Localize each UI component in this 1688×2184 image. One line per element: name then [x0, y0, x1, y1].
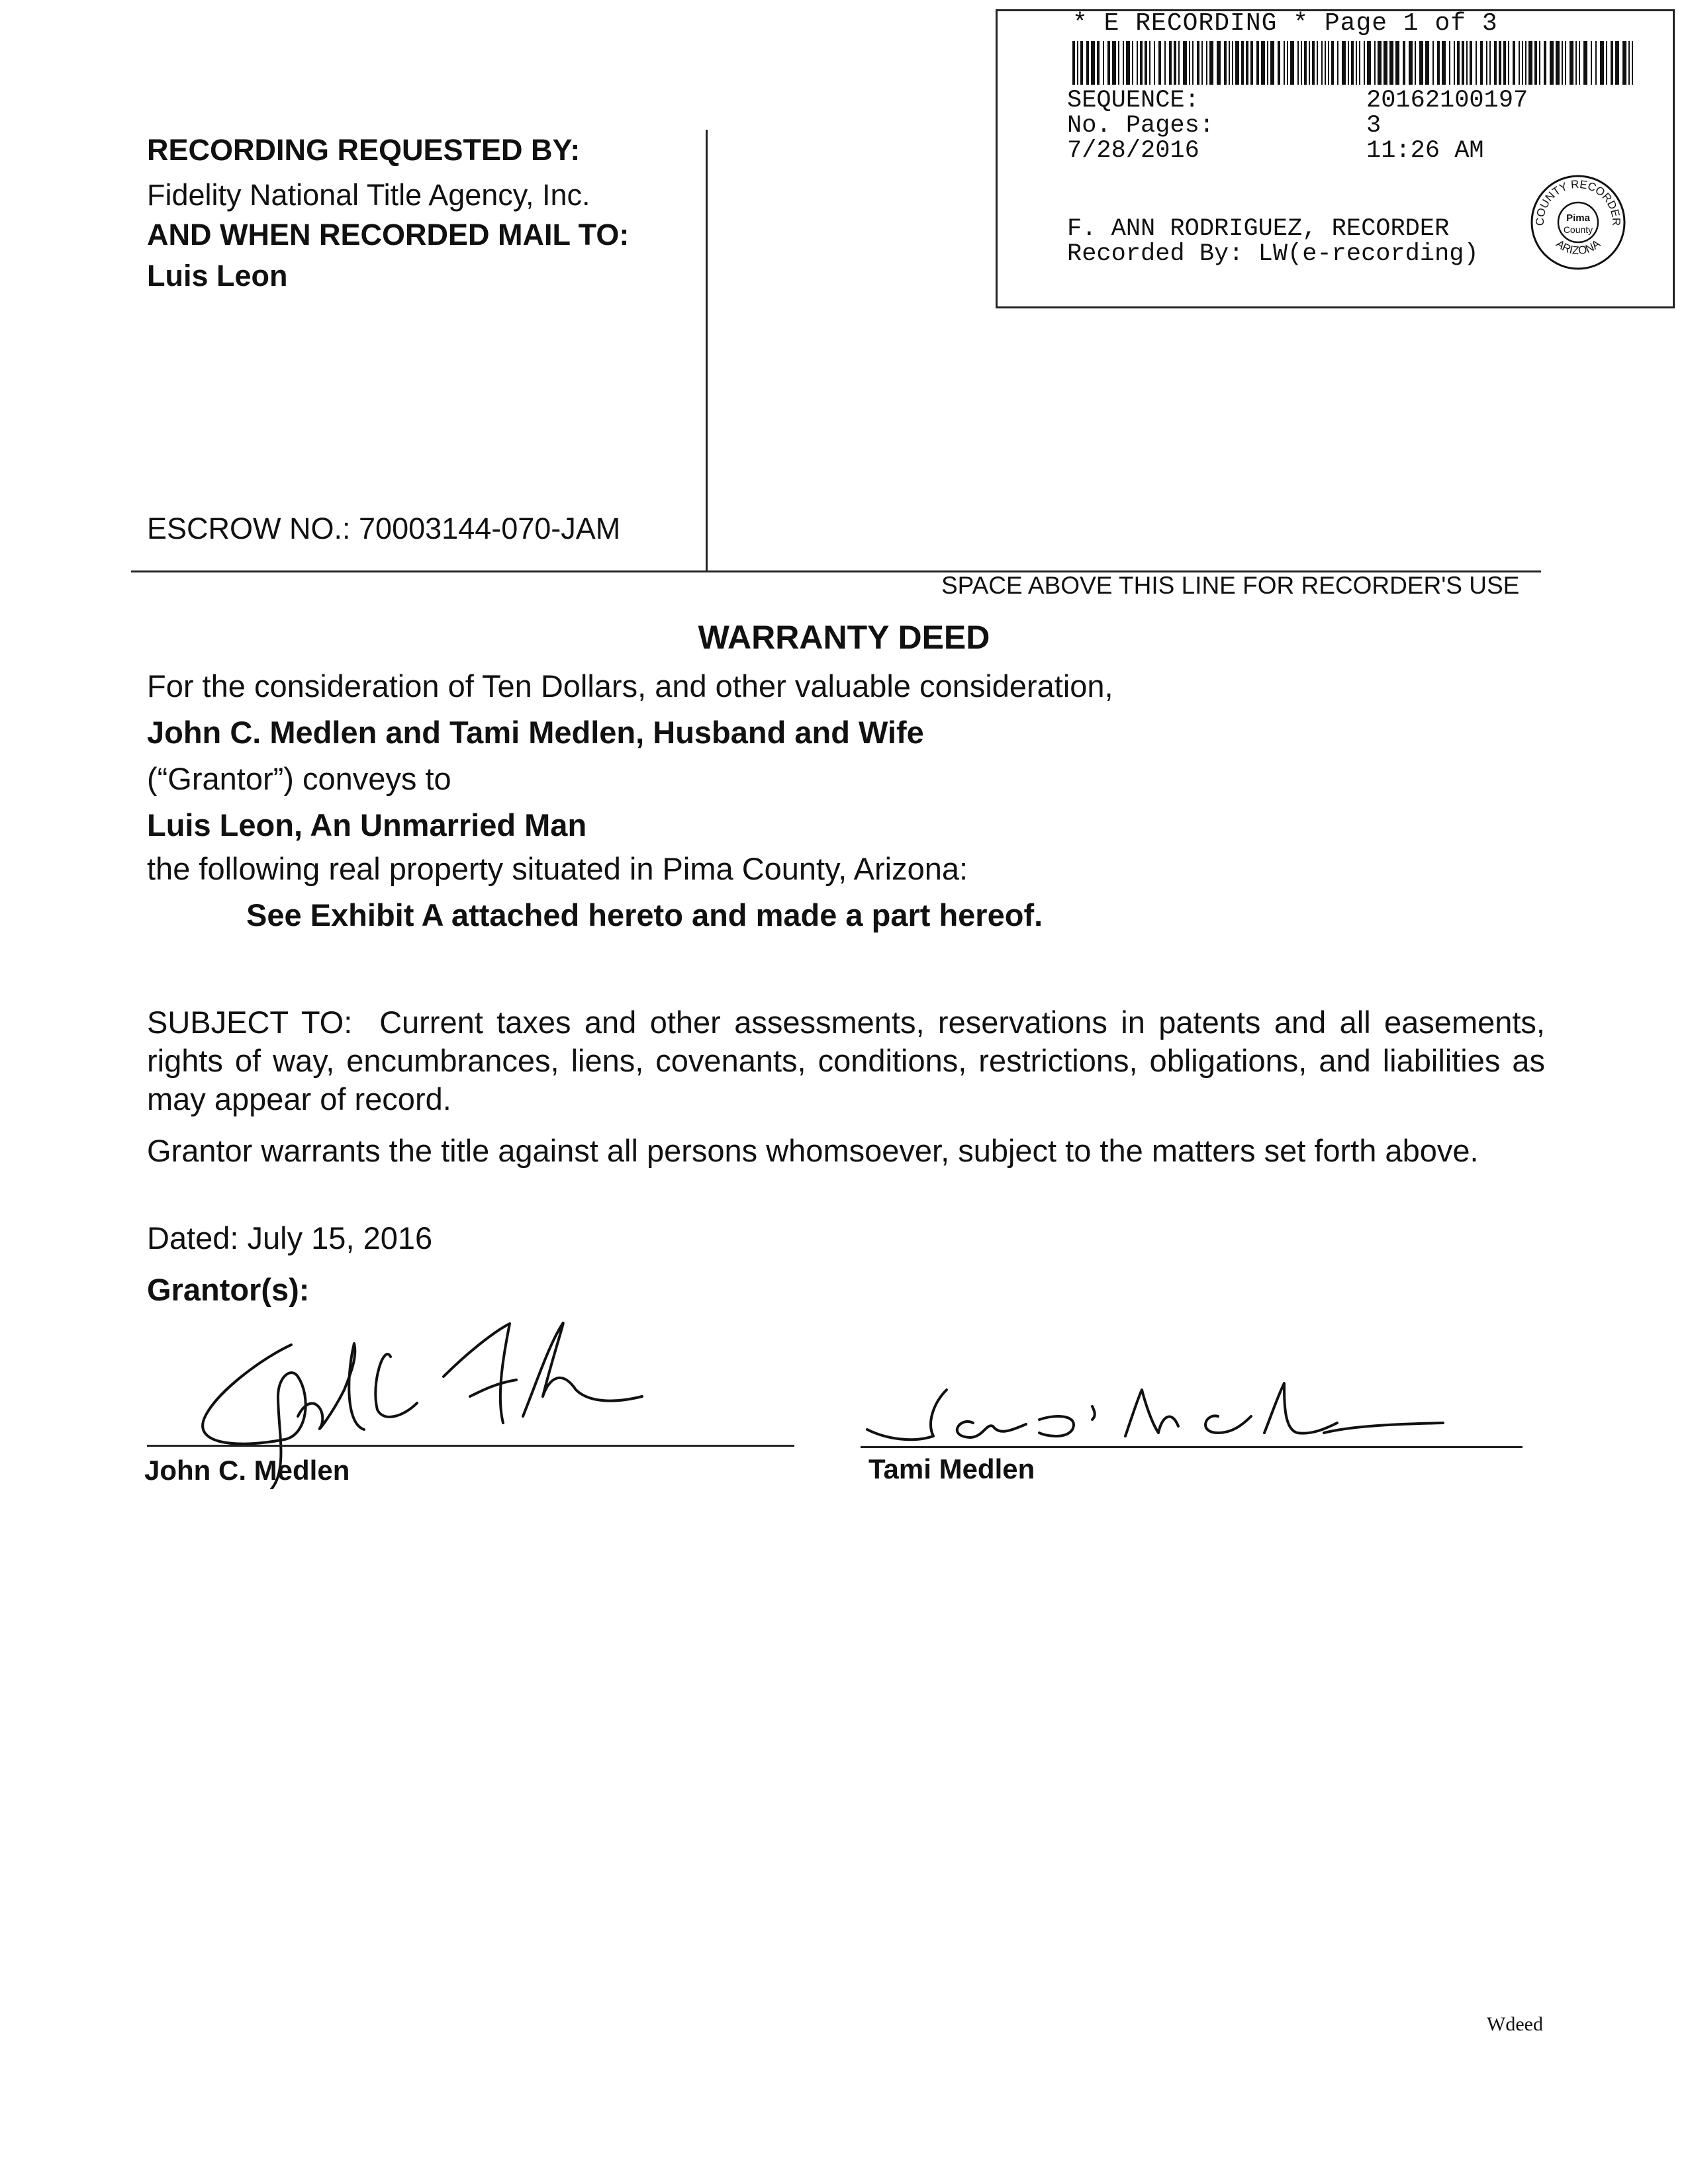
signature-line-2	[861, 1446, 1523, 1448]
barcode-bar	[1437, 41, 1440, 85]
barcode-bar	[1284, 41, 1285, 85]
barcode-bar	[1158, 41, 1161, 85]
barcode-bar	[1192, 41, 1194, 85]
recorded-by: Recorded By: LW(e-recording)	[1067, 240, 1479, 268]
subject-to-clause: SUBJECT TO: Current taxes and other assessments, reservations in patents and all easements, rights of way, encumbrances, liens, covenants, conditions, restrictions, obligations, and liabilities as may appear of record.	[147, 1005, 1554, 1116]
barcode	[1072, 41, 1635, 85]
barcode-bar	[1309, 41, 1310, 85]
barcode-bar	[1107, 41, 1110, 85]
barcode-bar	[1209, 41, 1213, 85]
barcode-bar	[1206, 41, 1207, 85]
dated-line: Dated: July 15, 2016	[147, 1220, 433, 1255]
sequence-label: SEQUENCE:	[1067, 87, 1199, 114]
barcode-bar	[1118, 41, 1119, 85]
barcode-bar	[1562, 41, 1563, 85]
barcode-bar	[1312, 41, 1315, 85]
barcode-bar	[1389, 41, 1393, 85]
grantors-label: Grantor(s):	[147, 1272, 310, 1307]
barcode-bar	[1489, 41, 1491, 85]
barcode-bar	[1364, 41, 1365, 85]
property-location-text: the following real property situated in Pima County, Arizona:	[147, 851, 968, 886]
barcode-bar	[1550, 41, 1554, 85]
barcode-bar	[1217, 41, 1221, 85]
barcode-bar	[1321, 41, 1323, 85]
barcode-bar	[1137, 41, 1138, 85]
barcode-bar	[1278, 41, 1280, 85]
barcode-bar	[1378, 41, 1382, 85]
barcode-bar	[1525, 41, 1526, 85]
barcode-bar	[1189, 41, 1190, 85]
barcode-bar	[1301, 41, 1302, 85]
deed-title: WARRANTY DEED	[698, 619, 990, 656]
header-divider-vertical	[706, 130, 708, 570]
barcode-bar	[1432, 41, 1434, 85]
barcode-bar	[1544, 41, 1546, 85]
barcode-bar	[1570, 41, 1573, 85]
seal-center-1: Pima	[1566, 212, 1590, 224]
seal-top-text: COUNTY RECORDER	[1533, 177, 1623, 226]
barcode-bar	[1112, 41, 1116, 85]
barcode-bar	[1351, 41, 1354, 85]
barcode-bar	[1304, 41, 1307, 85]
barcode-bar	[1132, 41, 1133, 85]
barcode-bar	[1508, 41, 1509, 85]
mail-to-value: Luis Leon	[147, 259, 288, 293]
recording-header: * E RECORDING * Page 1 of 3	[1072, 9, 1498, 38]
barcode-bar	[1091, 41, 1095, 85]
barcode-bar	[1476, 41, 1477, 85]
barcode-bar	[1178, 41, 1180, 85]
signature-tami-medlen	[861, 1377, 1456, 1463]
barcode-bar	[1419, 41, 1423, 85]
barcode-bar	[1149, 41, 1150, 85]
recorded-time: 11:26 AM	[1366, 137, 1484, 165]
barcode-bar	[1615, 41, 1619, 85]
form-code: Wdeed	[1487, 2013, 1543, 2035]
barcode-bar	[1169, 41, 1172, 85]
barcode-bar	[1591, 41, 1592, 85]
barcode-bar	[1499, 41, 1501, 85]
pages-value: 3	[1366, 112, 1382, 140]
barcode-bar	[1359, 41, 1360, 85]
signer-2-name: Tami Medlen	[868, 1453, 1035, 1484]
barcode-bar	[1267, 41, 1268, 85]
barcode-bar	[1494, 41, 1497, 85]
barcode-bar	[1583, 41, 1587, 85]
barcode-bar	[1480, 41, 1483, 85]
barcode-bar	[1522, 41, 1523, 85]
barcode-bar	[1145, 41, 1147, 85]
barcode-bar	[1383, 41, 1387, 85]
barcode-bar	[1486, 41, 1487, 85]
barcode-bar	[1528, 41, 1532, 85]
barcode-bar	[1632, 41, 1633, 85]
barcode-bar	[1466, 41, 1468, 85]
barcode-bar	[1606, 41, 1607, 85]
barcode-bar	[1374, 41, 1376, 85]
barcode-bar	[1241, 41, 1244, 85]
barcode-bar	[1367, 41, 1371, 85]
barcode-bar	[1457, 41, 1460, 85]
recorder-name: F. ANN RODRIGUEZ, RECORDER	[1067, 215, 1450, 243]
barcode-bar	[1287, 41, 1288, 85]
barcode-bar	[1080, 41, 1083, 85]
barcode-bar	[1197, 41, 1199, 85]
barcode-bar	[1503, 41, 1506, 85]
barcode-bar	[1513, 41, 1515, 85]
barcode-bar	[1575, 41, 1577, 85]
barcode-bar	[1154, 41, 1155, 85]
barcode-bar	[1442, 41, 1446, 85]
barcode-bar	[1097, 41, 1100, 85]
barcode-bar	[1086, 41, 1089, 85]
barcode-bar	[1539, 41, 1540, 85]
recording-requested-value: Fidelity National Title Agency, Inc.	[147, 178, 590, 212]
mail-to-label: AND WHEN RECORDED MAIL TO:	[147, 218, 630, 251]
barcode-bar	[1579, 41, 1580, 85]
county-seal	[1529, 173, 1627, 271]
space-above-note: SPACE ABOVE THIS LINE FOR RECORDER'S USE	[941, 572, 1520, 599]
barcode-bar	[1403, 41, 1405, 85]
barcode-bar	[1232, 41, 1233, 85]
sequence-value: 20162100197	[1366, 87, 1528, 114]
barcode-bar	[1297, 41, 1299, 85]
seal-center-2: County	[1563, 224, 1593, 235]
barcode-bar	[1342, 41, 1346, 85]
barcode-bar	[1250, 41, 1253, 85]
barcode-bar	[1328, 41, 1329, 85]
barcode-bar	[1462, 41, 1464, 85]
grantee-name: Luis Leon, An Unmarried Man	[147, 807, 587, 842]
barcode-bar	[1229, 41, 1230, 85]
barcode-bar	[1261, 41, 1265, 85]
barcode-bar	[1595, 41, 1597, 85]
pages-label: No. Pages:	[1067, 112, 1215, 140]
recorded-date: 7/28/2016	[1067, 137, 1199, 165]
barcode-bar	[1235, 41, 1239, 85]
barcode-bar	[1201, 41, 1203, 85]
barcode-bar	[1246, 41, 1248, 85]
barcode-bar	[1519, 41, 1520, 85]
barcode-bar	[1256, 41, 1259, 85]
barcode-bar	[1470, 41, 1472, 85]
barcode-bar	[1174, 41, 1176, 85]
escrow-number: ESCROW NO.: 70003144-070-JAM	[147, 512, 621, 545]
exhibit-reference: See Exhibit A attached hereto and made a part hereof.	[246, 897, 1043, 933]
barcode-bar	[1325, 41, 1326, 85]
warranty-clause: Grantor warrants the title against all persons whomsoever, subject to the matters set forth above.	[147, 1133, 1479, 1168]
barcode-bar	[1449, 41, 1450, 85]
barcode-bar	[1164, 41, 1166, 85]
barcode-bar	[1425, 41, 1429, 85]
barcode-bar	[1409, 41, 1413, 85]
barcode-bar	[1348, 41, 1349, 85]
barcode-bar	[1454, 41, 1455, 85]
barcode-bar	[1600, 41, 1604, 85]
barcode-bar	[1072, 41, 1075, 85]
conveys-text: (“Grantor”) conveys to	[147, 761, 451, 796]
barcode-bar	[1395, 41, 1399, 85]
grantor-names: John C. Medlen and Tami Medlen, Husband and Wife	[147, 715, 924, 750]
barcode-bar	[1337, 41, 1338, 85]
barcode-bar	[1103, 41, 1104, 85]
barcode-bar	[1565, 41, 1566, 85]
barcode-bar	[1628, 41, 1630, 85]
barcode-bar	[1534, 41, 1537, 85]
barcode-bar	[1356, 41, 1357, 85]
barcode-bar	[1123, 41, 1124, 85]
barcode-bar	[1611, 41, 1613, 85]
barcode-bar	[1415, 41, 1416, 85]
barcode-bar	[1317, 41, 1318, 85]
barcode-bar	[1556, 41, 1560, 85]
barcode-bar	[1126, 41, 1130, 85]
barcode-bar	[1270, 41, 1274, 85]
signer-1-name: John C. Medlen	[144, 1455, 350, 1486]
barcode-bar	[1224, 41, 1227, 85]
signature-line-1	[147, 1445, 794, 1447]
recording-requested-label: RECORDING REQUESTED BY:	[147, 133, 581, 167]
barcode-bar	[1290, 41, 1294, 85]
consideration-text: For the consideration of Ten Dollars, and other valuable consideration,	[147, 668, 1113, 704]
barcode-bar	[1183, 41, 1187, 85]
barcode-bar	[1331, 41, 1334, 85]
seal-bottom-text: ARIZONA	[1554, 237, 1603, 257]
barcode-bar	[1077, 41, 1078, 85]
barcode-bar	[1140, 41, 1143, 85]
barcode-bar	[1622, 41, 1626, 85]
